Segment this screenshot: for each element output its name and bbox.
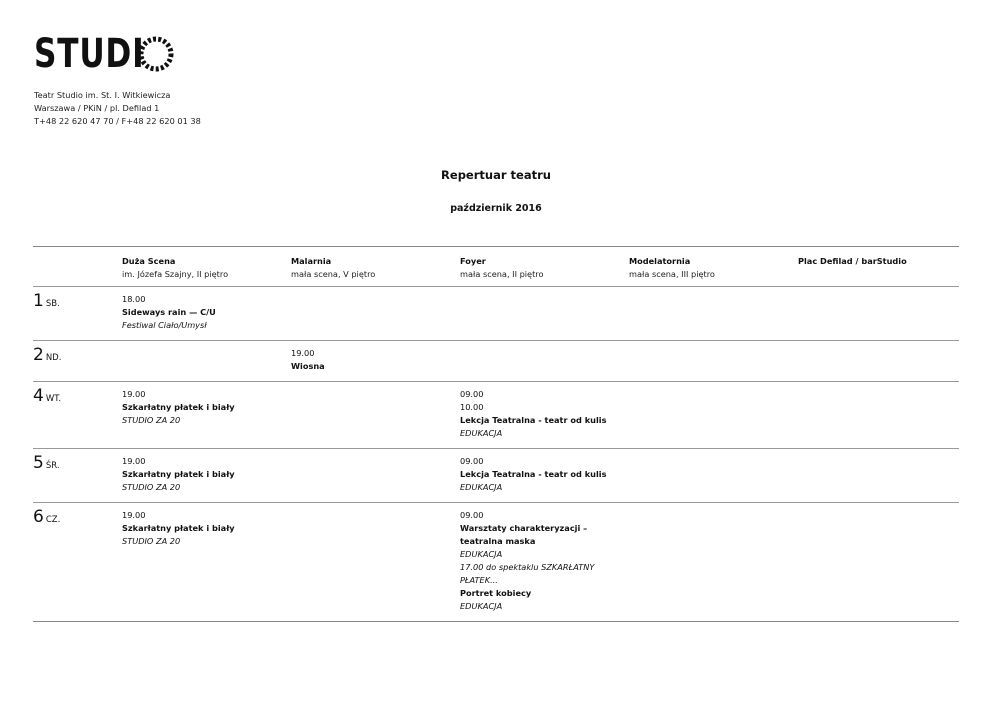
event-cell [122, 382, 291, 449]
event-title-link[interactable]: Szkarłatny płatek i biały [122, 523, 235, 533]
day-number: 1 [33, 291, 44, 311]
event-cell [629, 341, 798, 382]
address-line: T+48 22 620 47 70 / F+48 22 620 01 38 [34, 116, 201, 126]
day-cell [33, 449, 122, 503]
event-cell [291, 449, 460, 503]
event-cell [122, 449, 291, 503]
repertoire-table [33, 246, 959, 622]
event-title-link[interactable]: Lekcja Teatralna - teatr od kulis [460, 415, 607, 425]
event-note: EDUKACJA [460, 428, 503, 438]
venue-header [629, 247, 798, 287]
event-title-link[interactable]: Szkarłatny płatek i biały [122, 402, 235, 412]
month-heading: październik 2016 [450, 203, 542, 214]
day-cell [33, 341, 122, 382]
event-note: Festiwal Ciało/Umysł [122, 320, 207, 330]
event-time: 10.00 [460, 402, 484, 412]
day-cell [33, 503, 122, 622]
event-note: EDUKACJA [460, 601, 503, 611]
event-note: STUDIO ZA 20 [122, 536, 181, 546]
event-cell [629, 287, 798, 341]
event-time: 19.00 [122, 456, 146, 466]
event-cell [291, 287, 460, 341]
event-title-link[interactable]: Sideways rain — C/U [122, 307, 216, 317]
event-note: EDUKACJA [460, 549, 503, 559]
event-cell [629, 449, 798, 503]
venue-header-row [33, 247, 959, 287]
day-cell [33, 287, 122, 341]
logo-text: STUDI [34, 31, 145, 77]
venue-subtitle: mała scena, III piętro [629, 269, 715, 279]
page-title: Repertuar teatru [441, 168, 551, 182]
event-cell [122, 503, 291, 622]
venue-header [460, 247, 629, 287]
event-time: 09.00 [460, 456, 484, 466]
venue-subtitle: mała scena, V piętro [291, 269, 376, 279]
address-line: Teatr Studio im. St. I. Witkiewicza [34, 90, 171, 100]
day-number: 5 [33, 453, 44, 473]
event-title-link[interactable]: Szkarłatny płatek i biały [122, 469, 235, 479]
event-time: 19.00 [122, 510, 146, 520]
venue-name: Foyer [460, 256, 486, 266]
table-row [33, 382, 959, 449]
venue-name: Plac Defilad / barStudio [798, 256, 907, 266]
event-time: 19.00 [122, 389, 146, 399]
venue-header [798, 247, 959, 287]
day-number: 4 [33, 386, 44, 406]
logo-ring-icon [138, 36, 174, 72]
event-cell [460, 341, 629, 382]
day-cell [33, 382, 122, 449]
event-cell [798, 503, 959, 622]
event-time: 09.00 [460, 389, 484, 399]
event-cell [122, 341, 291, 382]
venue-header [122, 247, 291, 287]
event-note: STUDIO ZA 20 [122, 482, 181, 492]
event-note: STUDIO ZA 20 [122, 415, 181, 425]
venue-subtitle: mała scena, II piętro [460, 269, 544, 279]
day-number: 6 [33, 507, 44, 527]
table-row [33, 449, 959, 503]
event-title-link[interactable]: Lekcja Teatralna - teatr od kulis [460, 469, 607, 479]
day-number: 2 [33, 345, 44, 365]
venue-header [291, 247, 460, 287]
event-cell [460, 287, 629, 341]
event-time: 18.00 [122, 294, 146, 304]
table-row [33, 287, 959, 341]
event-cell [291, 382, 460, 449]
event-cell [629, 382, 798, 449]
event-cell [291, 503, 460, 622]
event-cell [798, 382, 959, 449]
event-cell [291, 341, 460, 382]
event-cell [798, 449, 959, 503]
venue-name: Modelatornia [629, 256, 691, 266]
address-line: Warszawa / PKiN / pl. Defilad 1 [34, 103, 160, 113]
weekday-abbr: SB. [45, 299, 60, 309]
event-cell [798, 287, 959, 341]
event-note: 17.00 do spektaklu SZKARŁATNY PŁATEK... [460, 562, 595, 585]
weekday-abbr: WT. [45, 394, 62, 404]
weekday-abbr: CZ. [45, 515, 61, 525]
venue-subtitle: im. Józefa Szajny, II piętro [122, 269, 229, 279]
event-title-link[interactable]: Warsztaty charakteryzacji – teatralna maska [460, 523, 588, 546]
weekday-abbr: ND. [45, 353, 62, 363]
event-cell [629, 503, 798, 622]
event-cell [460, 382, 629, 449]
event-time: 09.00 [460, 510, 484, 520]
event-time: 19.00 [291, 348, 315, 358]
venue-name: Malarnia [291, 256, 332, 266]
event-cell [122, 287, 291, 341]
event-title-link[interactable]: Portret kobiecy [460, 588, 532, 598]
studio-logo[interactable] [34, 33, 176, 75]
event-cell [798, 341, 959, 382]
event-title-link[interactable]: Wiosna [291, 361, 325, 371]
event-cell [460, 503, 629, 622]
weekday-abbr: ŚR. [45, 461, 60, 471]
event-note: EDUKACJA [460, 482, 503, 492]
table-row [33, 503, 959, 622]
day-column-header [33, 247, 122, 287]
event-cell [460, 449, 629, 503]
venue-name: Duża Scena [122, 256, 176, 266]
theatre-address [34, 89, 201, 128]
table-row [33, 341, 959, 382]
